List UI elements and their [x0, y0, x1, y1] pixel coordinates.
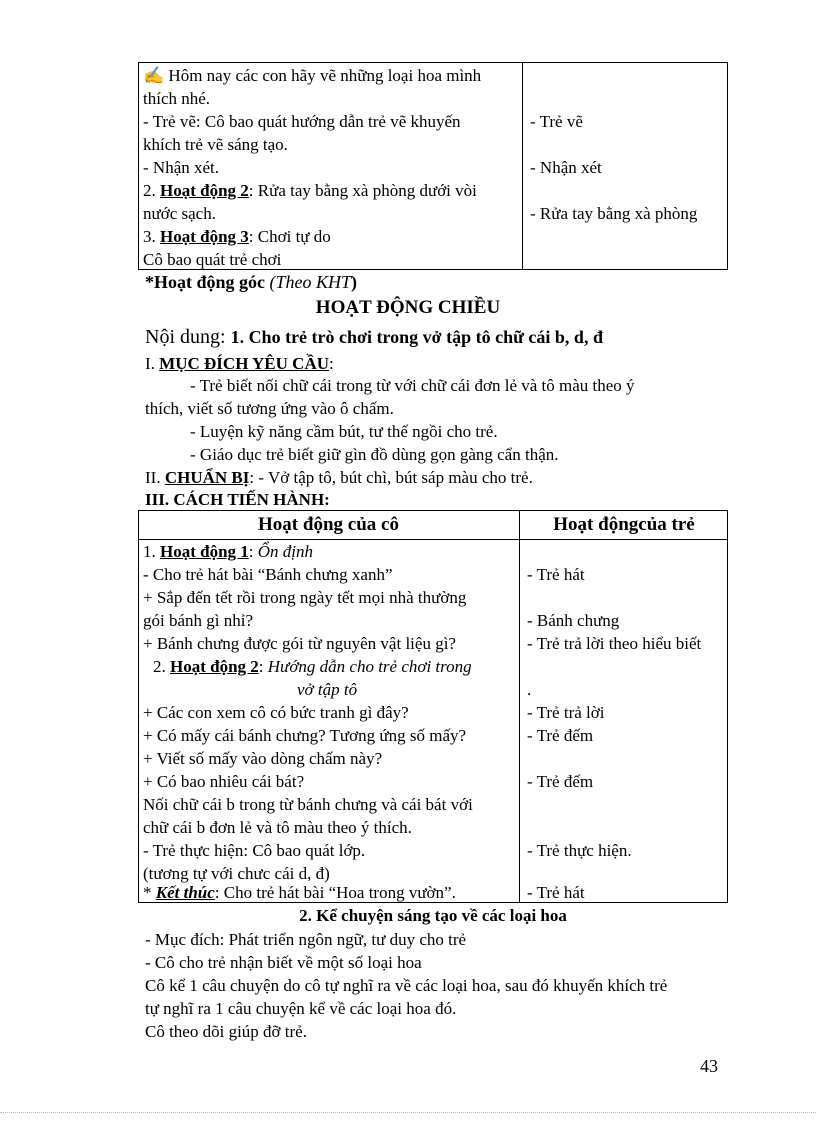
objective-line-4: - Giáo dục trẻ biết giữ gìn đồ dùng gọn gàng cẩn thận.: [190, 445, 559, 464]
child-line-7: - Trẻ đếm: [527, 772, 594, 791]
afternoon-activity-title: HOẠT ĐỘNG CHIỀU: [315, 297, 501, 318]
teacher-line-2: + Sắp đến tết rồi trong ngày tết mọi nhà thường: [143, 588, 467, 607]
teacher-line-3: gói bánh gì nhỉ?: [143, 611, 254, 630]
table-divider: [522, 62, 523, 270]
corner-activity-line: *Hoạt động góc (Theo KHT): [145, 272, 358, 292]
teacher-line-8: + Có bao nhiêu cái bát?: [143, 772, 305, 791]
table2-divider: [519, 510, 520, 903]
child-line-2: - Bánh chưng: [527, 611, 620, 630]
child-line-5: - Trẻ trả lời: [527, 703, 605, 722]
teacher-line-5: + Các con xem cô có bức tranh gì đây?: [143, 703, 409, 722]
child-line-1: - Trẻ hát: [527, 565, 585, 584]
page-number: 43: [700, 1056, 718, 1076]
header-teacher-activity: Hoạt động của cô: [258, 514, 399, 535]
activity-1-line: 1. Hoạt động 1: Ổn định: [143, 542, 314, 561]
activity-3-heading: Hoạt động 3: [160, 227, 249, 246]
child-line-9: - Trẻ hát: [527, 883, 585, 902]
table1-left-line-8: 3. Hoạt động 3: Chơi tự do: [143, 227, 331, 246]
objective-line-3: - Luyện kỹ năng cầm bút, tư thế ngồi cho trẻ.: [190, 422, 498, 441]
table1-right-line-1: - Trẻ vẽ: [530, 112, 583, 131]
table1-right-line-2: - Nhận xét: [530, 158, 602, 177]
table1-right-line-3: - Rửa tay bằng xà phòng: [530, 204, 698, 223]
teacher-line-12: (tương tự với chưc cái d, đ): [143, 864, 330, 883]
teacher-line-6: + Có mấy cái bánh chưng? Tương ứng số mấy?: [143, 726, 467, 745]
part2-line-1: - Mục đích: Phát triển ngôn ngữ, tư duy cho trẻ: [145, 930, 467, 949]
teacher-line-11: - Trẻ thực hiện: Cô bao quát lớp.: [143, 841, 366, 860]
teacher-line-1: - Cho trẻ hát bài “Bánh chưng xanh”: [143, 565, 393, 584]
child-line-6: - Trẻ đếm: [527, 726, 594, 745]
storytelling-title: 2. Kể chuyện sáng tạo về các loại hoa: [299, 906, 567, 925]
activity-2-line-cont: vở tập tô: [297, 680, 358, 699]
section-1-heading: I. MỤC ĐÍCH YÊU CẦU:: [145, 354, 334, 373]
ending-line: * Kết thúc: Cho trẻ hát bài “Hoa trong vườn”.: [143, 883, 456, 902]
teacher-line-7: + Viết số mấy vào dòng chấm này?: [143, 749, 383, 768]
pencil-icon: ✍: [143, 66, 169, 85]
child-line-4: .: [527, 680, 532, 699]
table1-left-line-3: - Trẻ vẽ: Cô bao quát hướng dẫn trẻ vẽ khuyến: [143, 112, 461, 131]
content-line: Nội dung: 1. Cho trẻ trò chơi trong vở tập tô chữ cái b, d, đ: [145, 326, 603, 348]
header-child-activity: Hoạt độngcủa trẻ: [553, 514, 695, 535]
teacher-line-9: Nối chữ cái b trong từ bánh chưng và cái bát với: [143, 795, 473, 814]
child-line-3: - Trẻ trả lời theo hiểu biết: [527, 634, 702, 653]
page-bottom-border: [0, 1112, 816, 1114]
part2-line-2: - Cô cho trẻ nhận biết về một số loại hoa: [145, 953, 422, 972]
part2-line-4: tự nghĩ ra 1 câu chuyện kể về các loại hoa đó.: [145, 999, 457, 1018]
objective-line-1: - Trẻ biết nối chữ cái trong từ với chữ cái đơn lẻ và tô màu theo ý: [190, 376, 635, 395]
activity-2-heading: Hoạt động 2: [160, 181, 249, 200]
part2-line-5: Cô theo dõi giúp đỡ trẻ.: [145, 1022, 307, 1041]
table1-left-line-7: nước sạch.: [143, 204, 216, 223]
part2-line-3: Cô kể 1 câu chuyện do cô tự nghĩ ra về các loại hoa, sau đó khuyến khích trẻ: [145, 976, 668, 995]
teacher-line-4: + Bánh chưng được gói từ nguyên vật liệu gì?: [143, 634, 456, 653]
table1-left-line-6: 2. Hoạt động 2: Rửa tay bằng xà phòng dưới vòi: [143, 181, 477, 200]
teacher-line-10: chữ cái b đơn lẻ và tô màu theo ý thích.: [143, 818, 412, 837]
table1-left-line-4: khích trẻ vẽ sáng tạo.: [143, 135, 288, 154]
section-3-heading: III. CÁCH TIẾN HÀNH:: [145, 490, 330, 509]
objective-line-2: thích, viết số tương ứng vào ô chấm.: [145, 399, 394, 418]
table1-left-line-1: ✍ Hôm nay các con hãy vẽ những loại hoa mình: [143, 66, 482, 85]
section-2-heading: II. CHUẨN BỊ: - Vở tập tô, bút chì, bút sáp màu cho trẻ.: [145, 468, 533, 487]
table1-left-line-2: thích nhé.: [143, 89, 211, 108]
table1-left-line-9: Cô bao quát trẻ chơi: [143, 250, 282, 269]
child-line-8: - Trẻ thực hiện.: [527, 841, 632, 860]
table1-left-line-5: - Nhận xét.: [143, 158, 220, 177]
activity-2-line: 2. Hoạt động 2: Hướng dẫn cho trẻ chơi trong: [153, 657, 472, 676]
